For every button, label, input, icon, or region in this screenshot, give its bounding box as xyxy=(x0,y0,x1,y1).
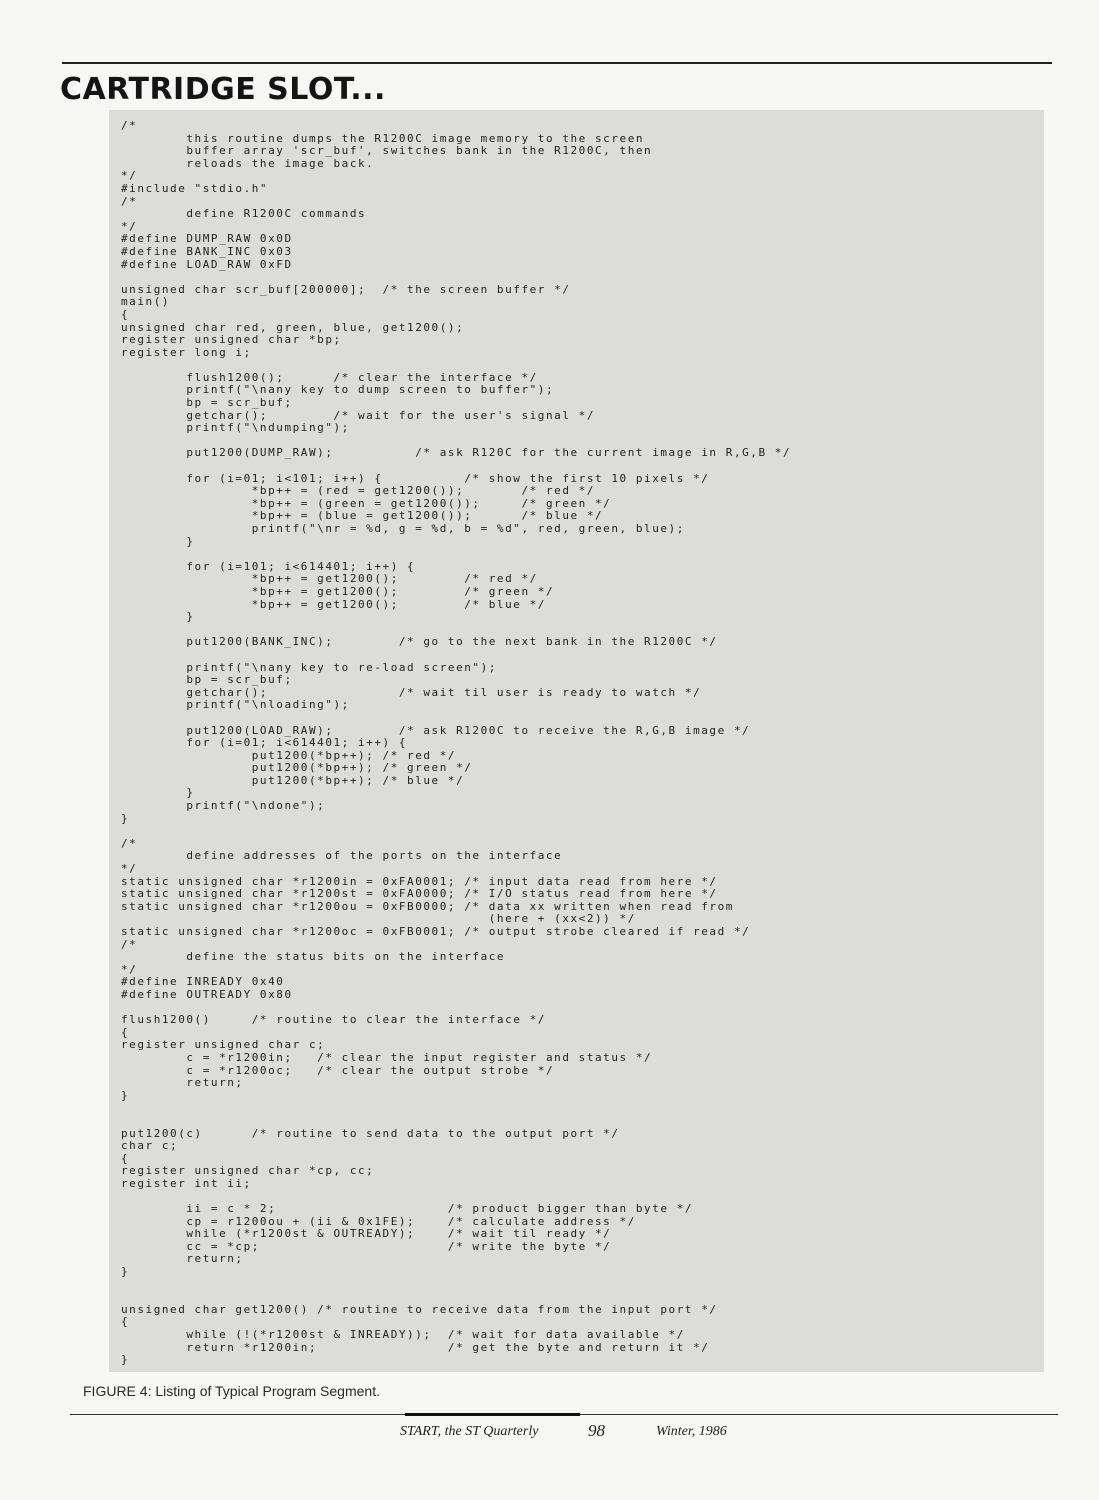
section-title: CARTRIDGE SLOT... xyxy=(60,72,386,107)
top-rule xyxy=(62,62,1052,64)
footer-issue: Winter, 1986 xyxy=(656,1424,727,1439)
code-listing: /* this routine dumps the R1200C image memory to the screen buffer array 'scr_buf', switches bank in the R1200C, then reloads the image back. */ #include "stdio.h" /* define R1200C commands */ #define DUMP_RAW 0x0D #define BANK_INC 0x03 #define LOAD_RAW 0xFD unsigned char scr_buf[200000]; /* the screen buffer */ main() { unsigned char red, green, blue, get1200(); register unsigned char *bp; register long i; flush1200(); /* clear the interface */ printf("\nany key to dump screen to buffer"); bp = scr_buf; getchar(); /* wait for the user's signal */ printf("\ndumping"); put1200(DUMP_RAW); /* ask R120C for the current image in R,G,B */ for (i=01; i<101; i++) { /* show the first 10 pixels */ *bp++ = (red = get1200()); /* red */ *bp++ = (green = get1200()); /* green */ *bp++ = (blue = get1200()); /* blue */ printf("\nr = %d, g = %d, b = %d", red, green, blue); } for (i=101; i<614401; i++) { *bp++ = get1200(); /* red */ *bp++ = get1200(); /* green */ *bp++ = get1200(); /* blue */ } put1200(BANK_INC); /* go to the next bank in the R1200C */ printf("\nany key to re-load screen"); bp = scr_buf; getchar(); /* wait til user is ready to watch */ printf("\nloading"); put1200(LOAD_RAW); /* ask R1200C to receive the R,G,B image */ for (i=01; i<614401; i++) { put1200(*bp++); /* red */ put1200(*bp++); /* green */ put1200(*bp++); /* blue */ } printf("\ndone"); } /* define addresses of the ports on the interface */ static unsigned char *r1200in = 0xFA0001; /* input data read from here */ static unsigned char *r1200st = 0xFA0000; /* I/O status read from here */ static unsigned char *r1200ou = 0xFB0000; /* data xx written when read from (here + (xx<2)) */ static unsigned char *r1200oc = 0xFB0001; /* output strobe cleared if read */ /* define the status bits on the interface */ #define INREADY 0x40 #define OUTREADY 0x80 flush1200() /* routine to clear the interface */ { register unsigned char c; c = *r1200in; /* clear the input register and status */ c = *r1200oc; /* clear the output strobe */ return; } put1200(c) /* routine to send data to the output port */ char c; { register unsigned char *cp, cc; register int ii; ii = c * 2; /* product bigger than byte */ cp = r1200ou + (ii & 0x1FE); /* calculate address */ while (*r1200st & OUTREADY); /* wait til ready */ cc = *cp; /* write the byte */ return; } unsigned char get1200() /* routine to receive data from the input port */ { while (!(*r1200st & INREADY)); /* wait for data available */ return *r1200in; /* get the byte and return it */ } xyxy=(121,119,792,1367)
footer-publication: START, the ST Quarterly xyxy=(400,1424,539,1439)
footer-rule-accent xyxy=(405,1413,580,1416)
code-listing-box xyxy=(109,110,1044,1372)
figure-caption: FIGURE 4: Listing of Typical Program Segment. xyxy=(83,1383,380,1399)
footer-page-number: 98 xyxy=(588,1421,605,1440)
